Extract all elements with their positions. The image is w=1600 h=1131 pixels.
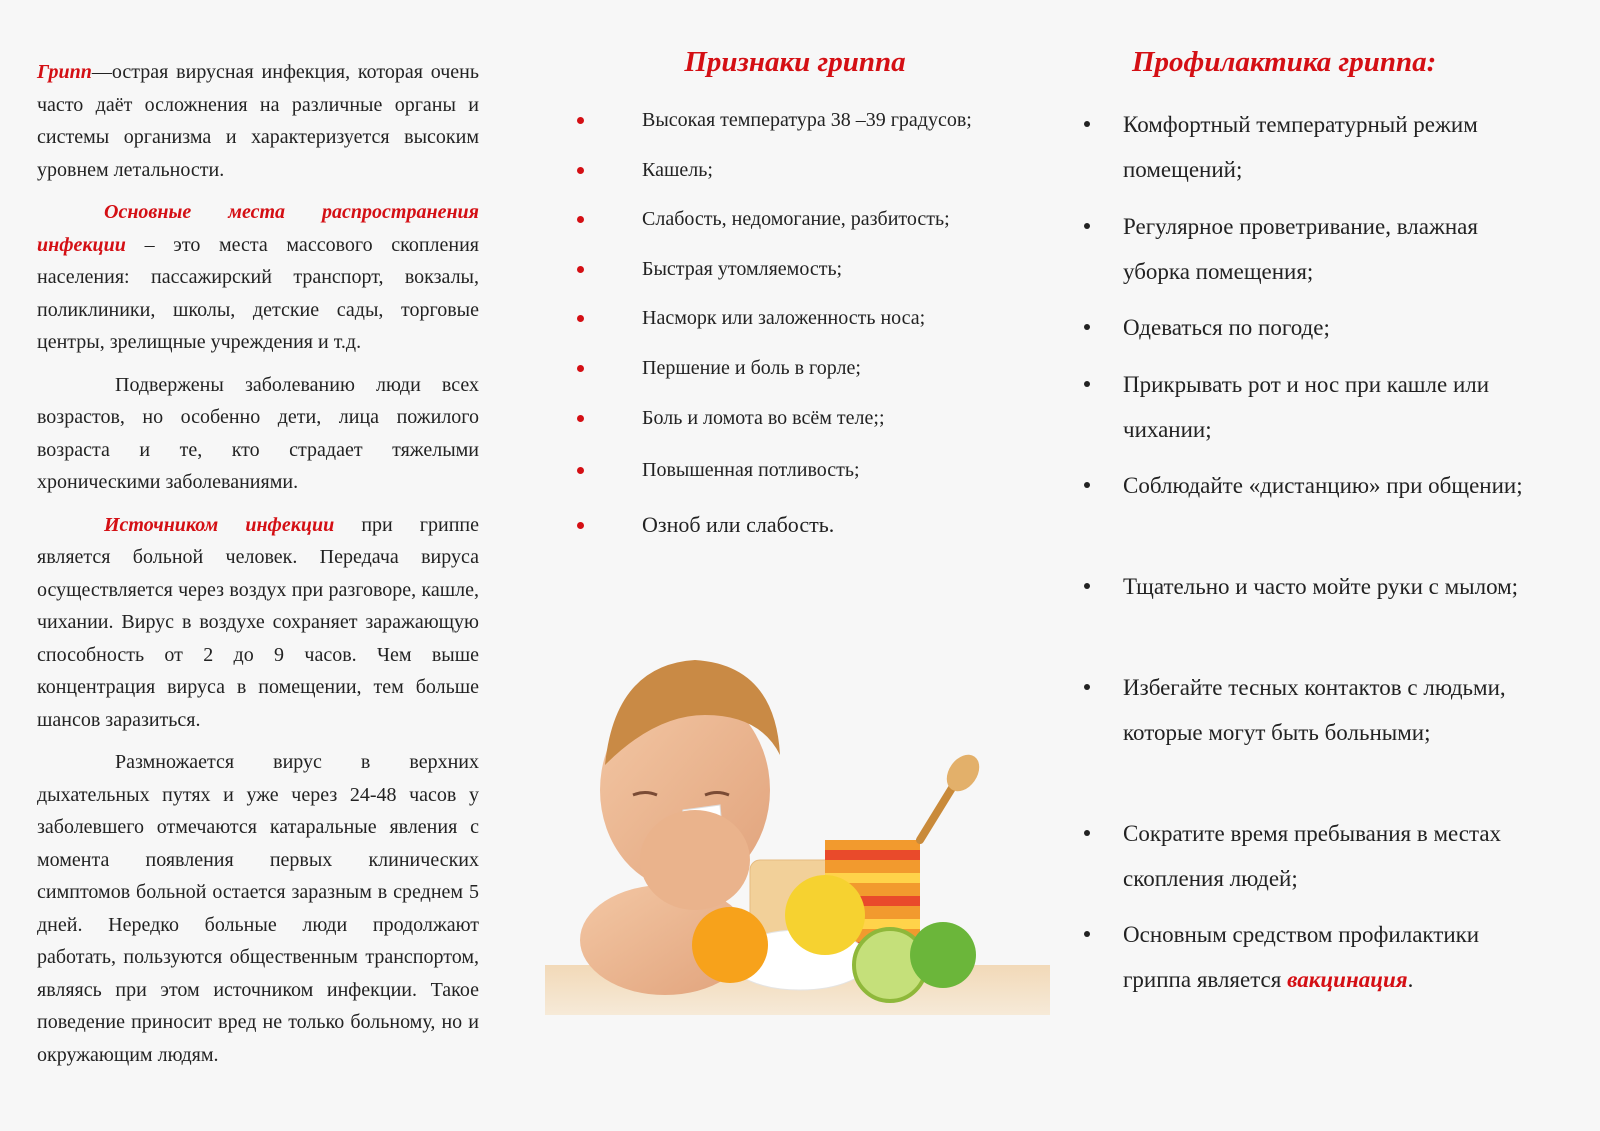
- bullet-icon: [577, 167, 584, 174]
- bullet-icon: [1084, 684, 1090, 690]
- virus-reproduction: [37, 746, 479, 1071]
- bullet-icon: [1084, 482, 1090, 488]
- prevention-text: Прикрывать рот и нос при кашле или чихании;: [1123, 372, 1490, 442]
- prevention-text: Соблюдайте «дистанцию» при общении;: [1123, 473, 1523, 498]
- bullet-icon: [1084, 381, 1090, 387]
- bullet-icon: [1084, 324, 1090, 330]
- lemon: [785, 875, 865, 955]
- sign-text: Повышенная потливость;: [642, 459, 860, 481]
- infection-source: [37, 509, 479, 737]
- sign-text: Боль и ломота во всём теле;;: [642, 407, 885, 429]
- sign-text: Першение и боль в горле;: [642, 357, 861, 379]
- vaccination-sentence: Основным средством профилактики гриппа является: [1123, 922, 1480, 992]
- term-flu: Грипп: [37, 61, 92, 83]
- bullet-icon: [1084, 121, 1090, 127]
- info-column: [37, 56, 479, 1081]
- term-spread-places: Основные места распространения инфекции: [37, 201, 479, 256]
- signs-heading: Признаки гриппа: [684, 46, 906, 78]
- infection-source-text: при гриппе является больной человек. Передача вируса осуществляется через воздух при разговоре, кашле, чихании. Вирус в воздухе сохраняет заражающую способность от 2 до 9 часов. Чем выше концентрация вируса в помещении, тем больше шансов заразиться.: [37, 513, 479, 731]
- sign-text: Насморк или заложенность носа;: [642, 307, 926, 329]
- lime: [910, 922, 976, 988]
- spread-places-text: – это места массового скопления населения: пассажирский транспорт, вокзалы, поликлиники, школы, детские сады, торговые центры, зрелищные учреждения и т.д.: [37, 233, 479, 353]
- vaccination-term: вакцинация: [1287, 967, 1408, 992]
- bullet-icon: [1084, 830, 1090, 836]
- term-infection-source: Источником инфекции: [104, 513, 335, 536]
- spread-places: [37, 196, 479, 359]
- risk-groups: [37, 369, 479, 499]
- virus-reproduction-text: Размножается вирус в верхних дыхательных путях и уже через 24-48 часов у заболевшего отмечаются катаральные явления с момента появления первых клинических симптомов больной остается заразным в среднем 5 дней. Нередко больные люди продолжают работать, пользуются общественным транспортом, являясь при этом источником инфекции. Такое поведение приносит вред не только больному, но и окружающим людям.: [37, 751, 479, 1066]
- flu-definition: [37, 56, 479, 186]
- prevention-text: Регулярное проветривание, влажная уборка помещения;: [1123, 214, 1478, 284]
- child-with-tissue-illustration: [545, 645, 1050, 1035]
- bullet-icon: [577, 117, 584, 124]
- bullet-icon: [577, 216, 584, 223]
- bullet-icon: [1084, 223, 1090, 229]
- sign-text: Быстрая утомляемость;: [642, 258, 843, 280]
- bullet-icon: [1084, 931, 1090, 937]
- bullet-icon: [577, 266, 584, 273]
- flu-definition-text: —острая вирусная инфекция, которая очень часто даёт осложнения на различные органы и системы организма и характеризуется высоким уровнем летальности.: [37, 61, 479, 181]
- bullet-icon: [577, 415, 584, 422]
- sign-text: Кашель;: [642, 159, 713, 181]
- bullet-icon: [1084, 583, 1090, 589]
- prevention-heading: Профилактика гриппа:: [1132, 46, 1437, 78]
- prevention-text: Тщательно и часто мойте руки с мылом;: [1123, 574, 1519, 599]
- prevention-text: Сократите время пребывания в местах скопления людей;: [1123, 821, 1502, 891]
- prevention-text: Избегайте тесных контактов с людьми, которые могут быть больными;: [1123, 675, 1506, 745]
- bullet-icon: [577, 467, 584, 474]
- child-hands: [640, 810, 750, 910]
- orange: [692, 907, 768, 983]
- prevention-text: Одеваться по погоде;: [1123, 315, 1330, 340]
- sign-text: Высокая температура 38 –39 градусов;: [642, 109, 972, 131]
- prevention-text: [1123, 912, 1523, 1002]
- bullet-icon: [577, 522, 584, 529]
- sign-text: Озноб или слабость.: [642, 512, 835, 537]
- bullet-icon: [577, 315, 584, 322]
- prevention-text: Комфортный температурный режим помещений;: [1123, 112, 1478, 182]
- bullet-icon: [577, 365, 584, 372]
- risk-groups-text: Подвержены заболеванию люди всех возрастов, но особенно дети, лица пожилого возраста и те, кто страдает тяжелыми хроническими заболеваниями.: [37, 373, 479, 493]
- sign-text: Слабость, недомогание, разбитость;: [642, 208, 950, 230]
- sentence-end: .: [1407, 967, 1414, 992]
